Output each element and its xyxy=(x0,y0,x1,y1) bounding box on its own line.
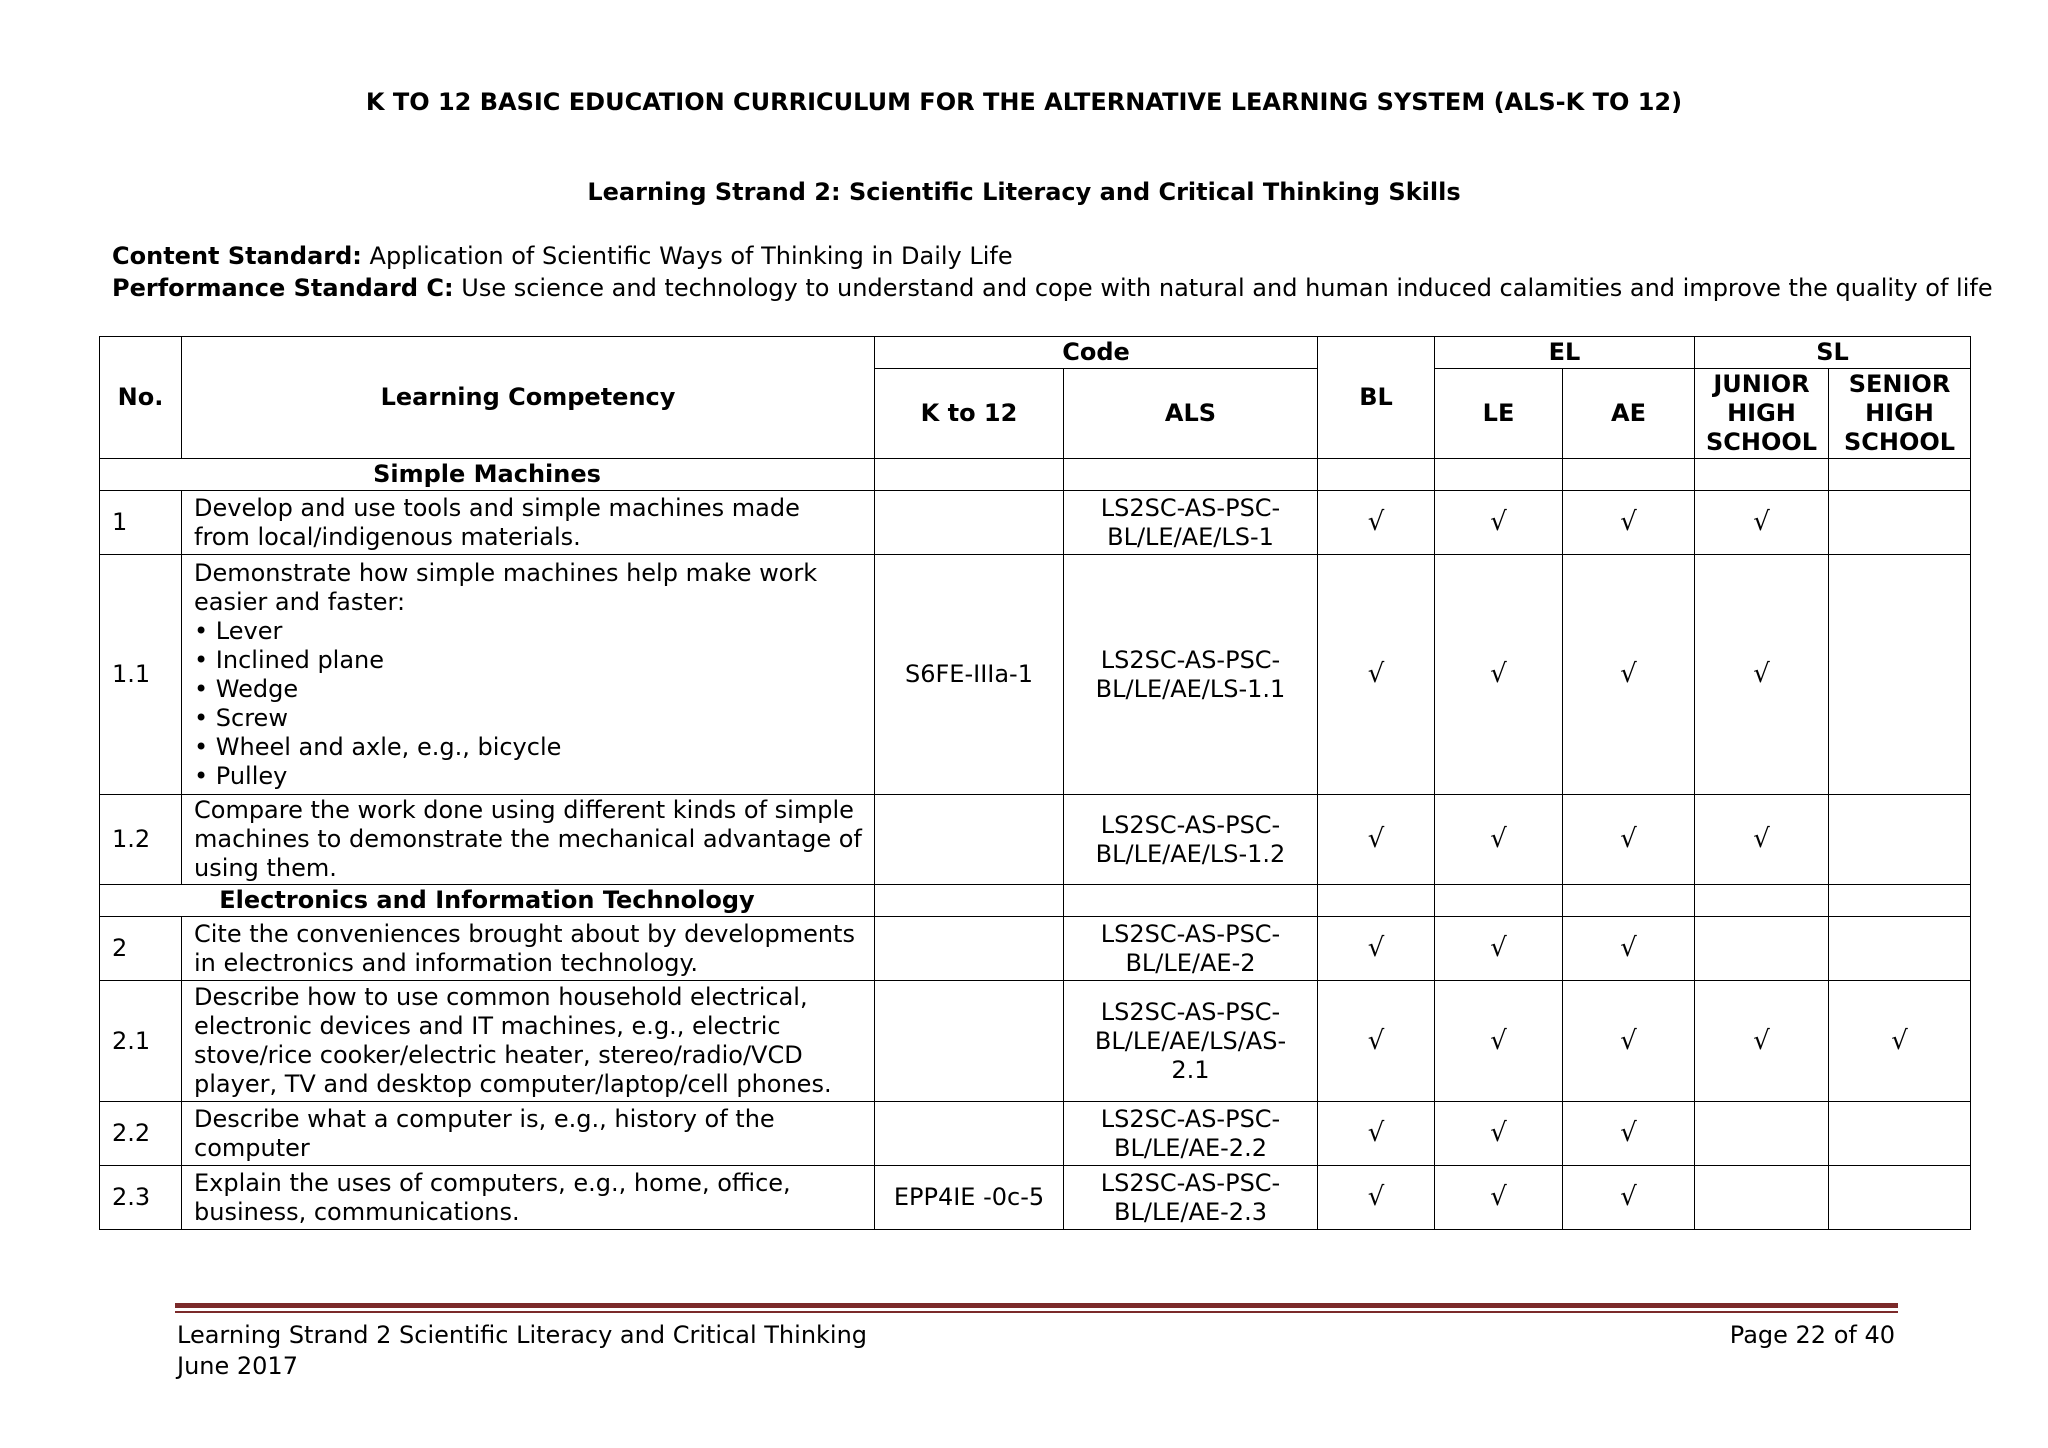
section-empty-cell xyxy=(875,459,1064,491)
als-code-line: LS2SC-AS-PSC- xyxy=(1100,919,1281,948)
table-row xyxy=(100,795,1971,885)
performance-standard xyxy=(112,272,1993,304)
section-empty-cell xyxy=(1829,459,1971,491)
check-icon: √ xyxy=(1620,933,1637,963)
competency-line: Cite the conveniences brought about by developments in electronics and information technology. xyxy=(194,919,855,977)
als-code-line: BL/LE/AE/LS-1 xyxy=(1107,522,1274,551)
document-title: K TO 12 BASIC EDUCATION CURRICULUM FOR THE ALTERNATIVE LEARNING SYSTEM (ALS-K TO 12) xyxy=(365,88,1683,116)
section-empty-cell xyxy=(1695,459,1829,491)
als-code-line: BL/LE/AE-2 xyxy=(1125,948,1256,977)
table-row xyxy=(100,981,1971,1102)
row-shs-cell xyxy=(1829,1102,1971,1166)
check-icon: √ xyxy=(1367,824,1385,854)
check-icon: √ xyxy=(1490,507,1507,537)
page-number: Page 22 of 40 xyxy=(1729,1321,1895,1349)
footer-date: June 2017 xyxy=(177,1352,298,1380)
table-row xyxy=(100,1166,1971,1230)
check-icon: √ xyxy=(1620,659,1637,689)
row-als-code xyxy=(1064,1102,1318,1166)
performance-standard-text: Use science and technology to understand and cope with natural and human induced calamities and improve the quality of life xyxy=(453,274,1993,302)
row-jhs-cell xyxy=(1695,981,1829,1102)
row-shs-cell xyxy=(1829,917,1971,981)
check-icon: √ xyxy=(1620,1182,1637,1212)
row-ae-cell xyxy=(1563,795,1695,885)
competency-line: Describe how to use common household electrical, electronic devices and IT machines, e.g., electric stove/rice cooker/electric heater, stereo/radio/VCD player, TV and desktop computer/laptop/cell phones. xyxy=(194,983,832,1098)
row-bl-cell xyxy=(1318,795,1435,885)
footer-strand: Learning Strand 2 Scientific Literacy and Critical Thinking xyxy=(177,1321,868,1349)
als-code-line: BL/LE/AE/LS-1.2 xyxy=(1095,839,1286,868)
section-empty-cell xyxy=(1318,885,1435,917)
header-senior-high: SENIOR HIGH SCHOOL xyxy=(1829,369,1971,459)
check-icon: √ xyxy=(1620,824,1637,854)
footer-rule xyxy=(175,1303,1898,1308)
content-standard-text: Application of Scientific Ways of Thinking in Daily Life xyxy=(361,242,1013,270)
section-empty-cell xyxy=(1435,459,1563,491)
row-ae-cell xyxy=(1563,981,1695,1102)
check-icon: √ xyxy=(1753,824,1770,854)
competency-table xyxy=(99,336,1971,1230)
row-le-cell xyxy=(1435,1166,1563,1230)
row-le-cell xyxy=(1435,795,1563,885)
row-jhs-cell xyxy=(1695,917,1829,981)
table-row xyxy=(100,917,1971,981)
row-bl-cell xyxy=(1318,491,1435,555)
learning-strand-title: Learning Strand 2: Scientific Literacy and Critical Thinking Skills xyxy=(587,178,1461,206)
row-number: 1 xyxy=(100,491,182,555)
check-icon: √ xyxy=(1490,1118,1507,1148)
row-jhs-cell xyxy=(1695,795,1829,885)
row-jhs-cell xyxy=(1695,1102,1829,1166)
als-code-line: LS2SC-AS-PSC- xyxy=(1100,810,1281,839)
row-ae-cell xyxy=(1563,555,1695,795)
check-icon: √ xyxy=(1367,1182,1385,1212)
section-empty-cell xyxy=(1563,885,1695,917)
section-empty-cell xyxy=(1695,885,1829,917)
als-code-line: LS2SC-AS-PSC- xyxy=(1100,645,1281,674)
als-code-line: BL/LE/AE/LS/AS-2.1 xyxy=(1094,1026,1287,1084)
row-le-cell xyxy=(1435,491,1563,555)
als-code-line: LS2SC-AS-PSC- xyxy=(1100,493,1281,522)
header-competency: Learning Competency xyxy=(182,337,875,459)
row-als-code xyxy=(1064,555,1318,795)
competency-line: • Lever xyxy=(194,616,283,645)
section-empty-cell xyxy=(1318,459,1435,491)
check-icon: √ xyxy=(1490,933,1507,963)
table-header xyxy=(100,337,1971,459)
check-icon: √ xyxy=(1753,659,1770,689)
row-le-cell xyxy=(1435,981,1563,1102)
als-code-line: LS2SC-AS-PSC- xyxy=(1100,997,1281,1026)
row-bl-cell xyxy=(1318,555,1435,795)
table-row xyxy=(100,491,1971,555)
row-k12-code: EPP4IE -0c-5 xyxy=(875,1166,1064,1230)
row-k12-code xyxy=(875,1102,1064,1166)
als-code-line: BL/LE/AE/LS-1.1 xyxy=(1095,674,1286,703)
als-code-line: BL/LE/AE-2.2 xyxy=(1114,1133,1267,1162)
competency-line: Explain the uses of computers, e.g., home, office, business, communications. xyxy=(194,1168,791,1226)
check-icon: √ xyxy=(1620,1025,1637,1056)
check-icon: √ xyxy=(1490,1182,1507,1212)
als-code-line: BL/LE/AE-2.3 xyxy=(1114,1197,1267,1226)
row-competency xyxy=(182,1102,875,1166)
performance-standard-label: Performance Standard C: xyxy=(112,274,454,302)
als-code-line: LS2SC-AS-PSC- xyxy=(1100,1168,1281,1197)
section-row xyxy=(100,885,1971,917)
row-competency xyxy=(182,555,875,795)
row-k12-code xyxy=(875,917,1064,981)
header-code: Code xyxy=(875,337,1318,369)
check-icon: √ xyxy=(1891,1025,1908,1056)
competency-line: Demonstrate how simple machines help make work easier and faster: xyxy=(194,558,818,616)
header-junior-high: JUNIOR HIGH SCHOOL xyxy=(1695,369,1829,459)
row-shs-cell xyxy=(1829,795,1971,885)
header-sl: SL xyxy=(1695,337,1971,369)
standards-block xyxy=(112,240,1993,304)
row-ae-cell xyxy=(1563,1166,1695,1230)
check-icon: √ xyxy=(1367,659,1385,689)
check-icon: √ xyxy=(1490,659,1507,689)
row-als-code xyxy=(1064,981,1318,1102)
table-body xyxy=(100,459,1971,1230)
row-als-code xyxy=(1064,795,1318,885)
row-k12-code: S6FE-IIIa-1 xyxy=(875,555,1064,795)
row-ae-cell xyxy=(1563,1102,1695,1166)
row-number: 1.1 xyxy=(100,555,182,795)
row-jhs-cell xyxy=(1695,1166,1829,1230)
row-competency xyxy=(182,491,875,555)
row-competency xyxy=(182,917,875,981)
row-bl-cell xyxy=(1318,1166,1435,1230)
row-shs-cell xyxy=(1829,1166,1971,1230)
row-bl-cell xyxy=(1318,1102,1435,1166)
section-empty-cell xyxy=(875,885,1064,917)
competency-line: • Wheel and axle, e.g., bicycle xyxy=(194,732,562,761)
content-standard-label: Content Standard: xyxy=(112,242,362,270)
row-number: 2.3 xyxy=(100,1166,182,1230)
header-le: LE xyxy=(1435,369,1563,459)
row-shs-cell xyxy=(1829,555,1971,795)
als-code-line: LS2SC-AS-PSC- xyxy=(1100,1104,1281,1133)
header-als: ALS xyxy=(1064,369,1318,459)
header-no: No. xyxy=(100,337,182,459)
table-row xyxy=(100,555,1971,795)
header-k12: K to 12 xyxy=(875,369,1064,459)
row-jhs-cell xyxy=(1695,555,1829,795)
row-ae-cell xyxy=(1563,917,1695,981)
content-standard xyxy=(112,240,1993,272)
row-als-code xyxy=(1064,917,1318,981)
row-number: 2.2 xyxy=(100,1102,182,1166)
header-el: EL xyxy=(1435,337,1695,369)
row-competency xyxy=(182,1166,875,1230)
section-empty-cell xyxy=(1435,885,1563,917)
row-shs-cell xyxy=(1829,981,1971,1102)
competency-line: Compare the work done using different kinds of simple machines to demonstrate the mechanical advantage of using them. xyxy=(194,796,862,882)
header-ae: AE xyxy=(1563,369,1695,459)
check-icon: √ xyxy=(1490,1025,1507,1056)
row-le-cell xyxy=(1435,1102,1563,1166)
check-icon: √ xyxy=(1367,933,1385,963)
competency-line: Develop and use tools and simple machines made from local/indigenous materials. xyxy=(194,493,800,551)
section-empty-cell xyxy=(1829,885,1971,917)
row-ae-cell xyxy=(1563,491,1695,555)
section-title: Electronics and Information Technology xyxy=(100,885,875,917)
table-row xyxy=(100,1102,1971,1166)
row-number: 2 xyxy=(100,917,182,981)
competency-line: • Wedge xyxy=(194,674,299,703)
row-number: 1.2 xyxy=(100,795,182,885)
row-bl-cell xyxy=(1318,981,1435,1102)
check-icon: √ xyxy=(1367,507,1385,537)
section-row xyxy=(100,459,1971,491)
check-icon: √ xyxy=(1490,824,1507,854)
footer-info xyxy=(177,1320,867,1382)
section-title: Simple Machines xyxy=(100,459,875,491)
row-le-cell xyxy=(1435,555,1563,795)
row-bl-cell xyxy=(1318,917,1435,981)
row-le-cell xyxy=(1435,917,1563,981)
competency-line: • Screw xyxy=(194,703,288,732)
competency-line: Describe what a computer is, e.g., history of the computer xyxy=(194,1104,775,1162)
row-competency xyxy=(182,795,875,885)
check-icon: √ xyxy=(1367,1118,1385,1148)
row-als-code xyxy=(1064,491,1318,555)
competency-line: • Inclined plane xyxy=(194,645,385,674)
header-bl: BL xyxy=(1318,337,1435,459)
section-empty-cell xyxy=(1563,459,1695,491)
row-number: 2.1 xyxy=(100,981,182,1102)
check-icon: √ xyxy=(1620,507,1637,537)
section-empty-cell xyxy=(1064,459,1318,491)
section-empty-cell xyxy=(1064,885,1318,917)
check-icon: √ xyxy=(1753,1025,1770,1056)
row-k12-code xyxy=(875,981,1064,1102)
row-jhs-cell xyxy=(1695,491,1829,555)
check-icon: √ xyxy=(1620,1118,1637,1148)
competency-line: • Pulley xyxy=(194,761,288,790)
check-icon: √ xyxy=(1753,507,1770,537)
row-competency xyxy=(182,981,875,1102)
row-k12-code xyxy=(875,491,1064,555)
row-k12-code xyxy=(875,795,1064,885)
footer-rule-thin xyxy=(175,1311,1898,1313)
row-als-code xyxy=(1064,1166,1318,1230)
check-icon: √ xyxy=(1367,1025,1385,1056)
row-shs-cell xyxy=(1829,491,1971,555)
